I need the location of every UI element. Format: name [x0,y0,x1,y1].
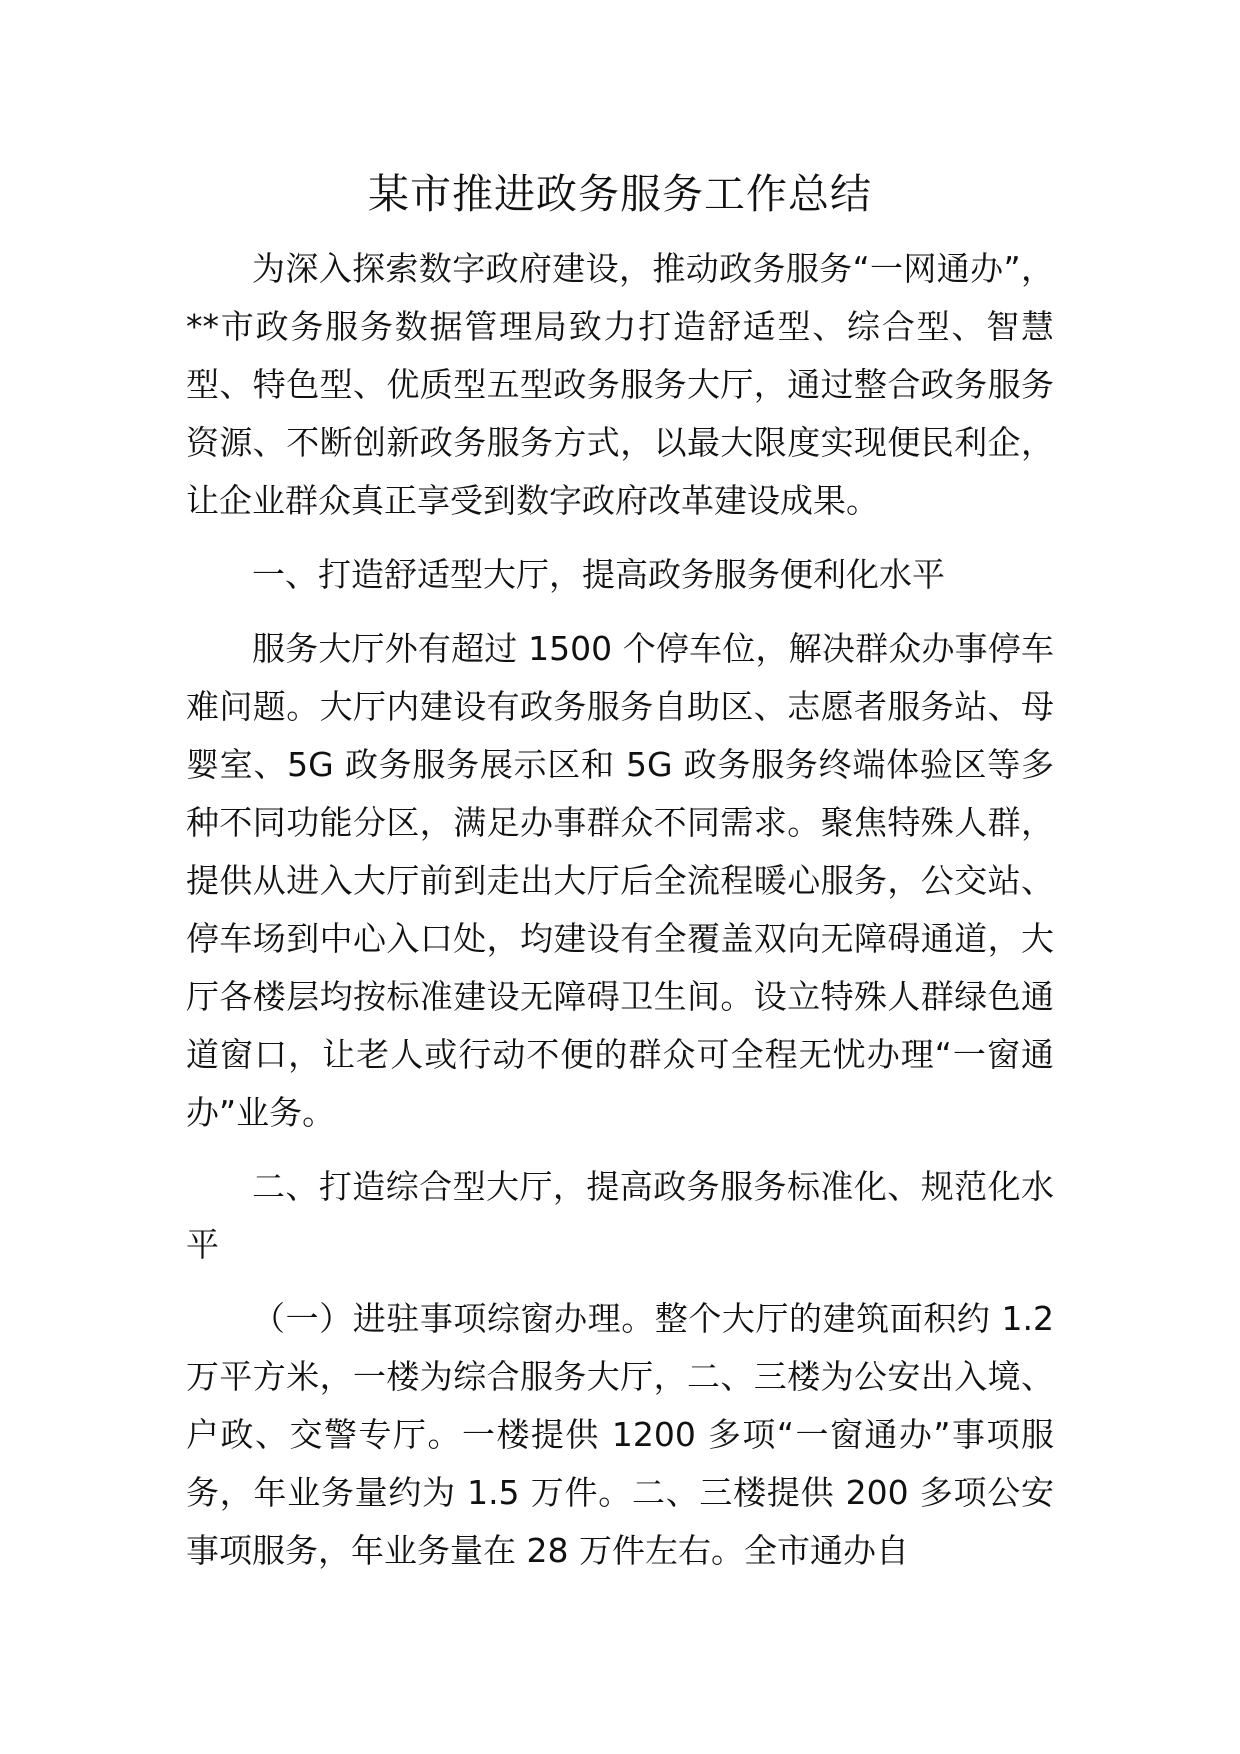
section-2-heading: 二、打造综合型大厅，提高政务服务标准化、规范化水平 [186,1167,1054,1264]
document-title: 某市推进政务服务工作总结 [368,170,872,218]
section-2-subsection-1-paragraph: （一）进驻事项综窗办理。整个大厅的建筑面积约 1.2 万平方米，一楼为综合服务大厅，二、三楼为公安出入境、户政、交警专厅。一楼提供 1200 多项“一窗通办”事项服务，年业务量约为 1.5 万件。二、三楼提供 200 多项公安事项服务，年业务量在 28 万件左右。全市通办自 [186,1299,1054,1570]
section-1-heading: 一、打造舒适型大厅，提高政务服务便利化水平 [252,555,945,594]
intro-paragraph: 为深入探索数字政府建设，推动政务服务“一网通办”，**市政务服务数据管理局致力打造舒适型、综合型、智慧型、特色型、优质型五型政务服务大厅，通过整合政务服务资源、不断创新政务服务方式，以最大限度实现便民利企，让企业群众真正享受到数字政府改革建设成果。 [186,249,1054,520]
document-body [186,160,1054,1580]
section-1-paragraph: 服务大厅外有超过 1500 个停车位，解决群众办事停车难问题。大厅内建设有政务服务自助区、志愿者服务站、母婴室、5G 政务服务展示区和 5G 政务服务终端体验区等多种不同功能分区，满足办事群众不同需求。聚焦特殊人群，提供从进入大厅前到走出大厅后全流程暖心服务，公交站、停车场到中心入口处，均建设有全覆盖双向无障碍通道，大厅各楼层均按标准建设无障碍卫生间。设立特殊人群绿色通道窗口，让老人或行动不便的群众可全程无忧办理“一窗通办”业务。 [186,629,1054,1132]
